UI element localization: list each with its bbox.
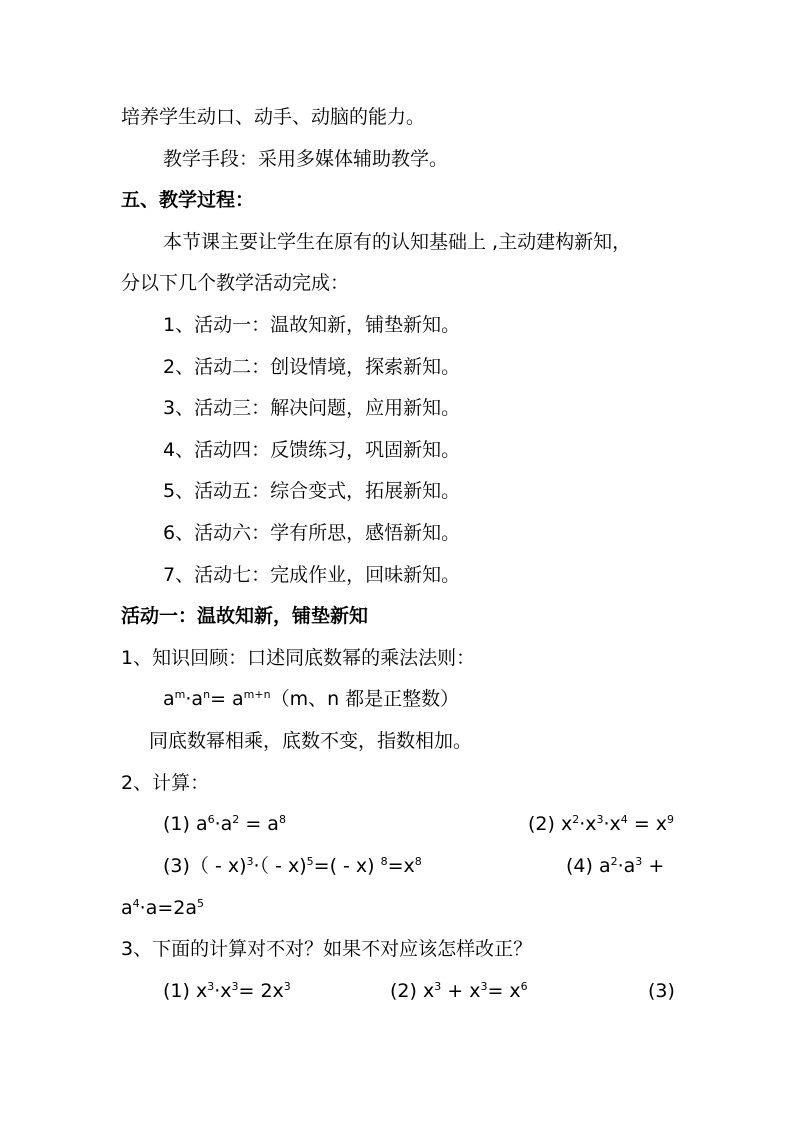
calc-problem-4: (4) $a^2\cdot a^3$ + <box>566 855 665 877</box>
activity-list-item: 4、活动四：反馈练习，巩固新知。 <box>163 439 461 461</box>
calc-problem-1: (1) $a^6\cdot a^2 = a^8$ <box>163 813 286 835</box>
teaching-means-line: 教学手段：采用多媒体辅助教学。 <box>163 148 449 170</box>
text-line: 分以下几个教学活动完成： <box>121 272 350 294</box>
question-3: 3、下面的计算对不对？如果不对应该怎样改正？ <box>121 938 533 960</box>
activity-list-item: 3、活动三：解决问题，应用新知。 <box>163 397 461 419</box>
question-1: 1、知识回顾：口述同底数幂的乘法法则： <box>121 647 476 669</box>
activity-list-item: 7、活动七：完成作业，回味新知。 <box>163 564 461 586</box>
activity-list-item: 5、活动五：综合变式，拓展新知。 <box>163 480 461 502</box>
calc-problem-2: (2) $x^2\cdot x^3\cdot x^4 = x^9$ <box>528 813 675 835</box>
activity-one-heading: 活动一：温故知新，铺垫新知 <box>121 605 369 627</box>
question-2: 2、计算： <box>121 772 210 794</box>
activity-list-item: 1、活动一：温故知新，铺垫新知。 <box>163 314 461 336</box>
check-problem-3: (3) <box>648 980 675 1002</box>
calc-problem-4-continued: $a^4\cdot a=2a^5$ <box>121 897 204 919</box>
check-problem-2: (2) $x^3 + x^3= x^6$ <box>390 980 528 1002</box>
check-problem-1: (1) $x^3\cdot x^3= 2x^3$ <box>163 980 291 1002</box>
text-line: 培养学生动口、动手、动脑的能力。 <box>121 106 426 128</box>
rule-statement: 同底数幂相乘，底数不变，指数相加。 <box>149 730 473 752</box>
section-heading-teaching-process: 五、教学过程： <box>121 189 255 211</box>
text-line: 本节课主要让学生在原有的认知基础上 ,主动建构新知， <box>163 231 632 253</box>
calc-problem-3: (3)（ - x)$^3$·（ - x)$^5$=( - x) $^8=x^8$ <box>163 855 422 877</box>
activity-list-item: 2、活动二：创设情境，探索新知。 <box>163 356 461 378</box>
exponent-rule-formula: $a^m\cdot a^n= a^{m+n}(m$、n 都是正整数） <box>163 688 460 710</box>
activity-list-item: 6、活动六：学有所思，感悟新知。 <box>163 522 461 544</box>
